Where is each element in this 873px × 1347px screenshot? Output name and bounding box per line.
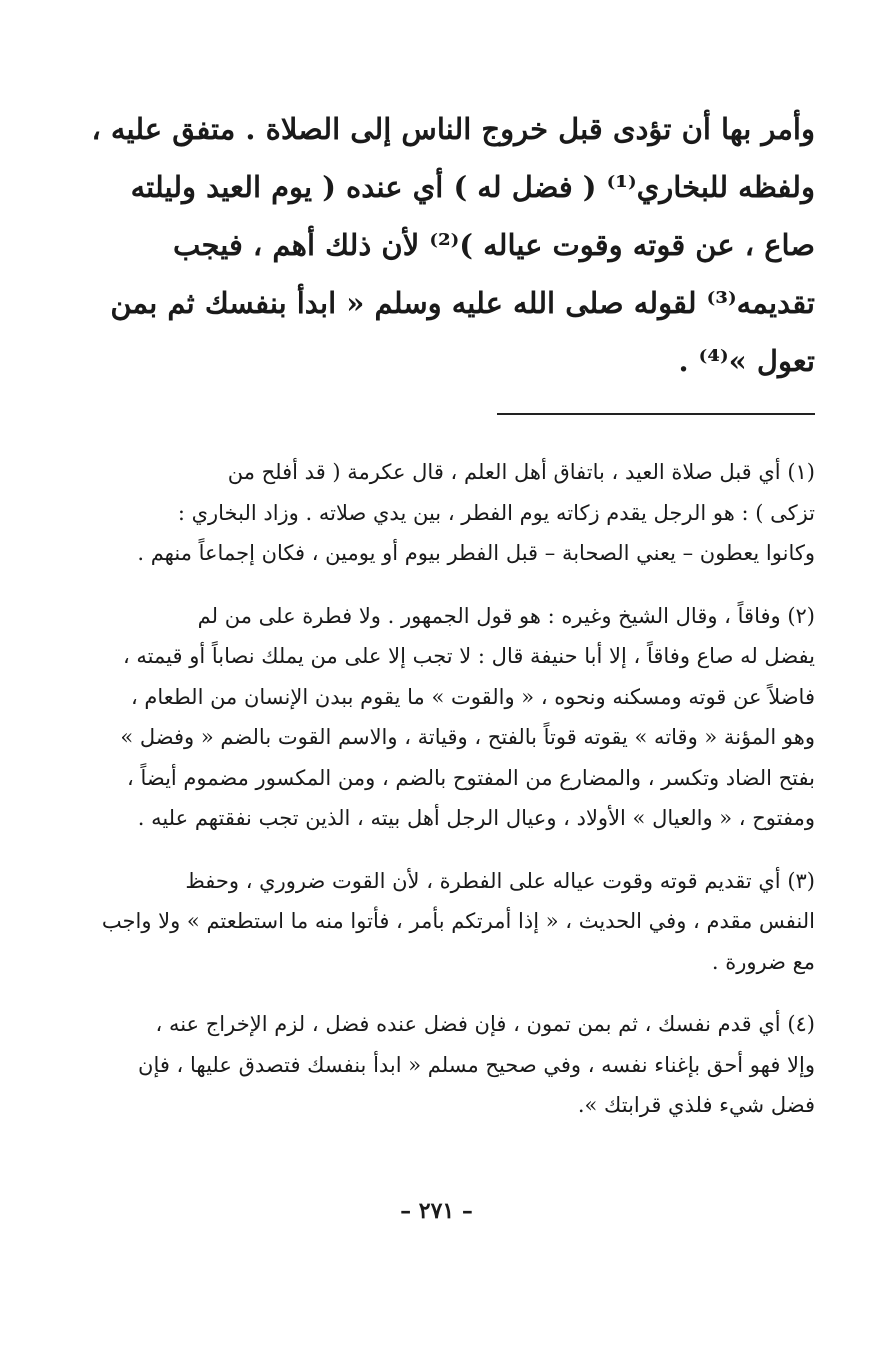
footnote-line: فاضلاً عن قوته ومسكنه ونحوه ، « والقوت » ما يقوم ببدن الإنسان من الطعام ،: [130, 684, 815, 709]
main-text-line: وأمر بها أن تؤدى قبل خروج الناس إلى الصلاة . متفق عليه ،: [91, 112, 815, 146]
footnote-line: مع ضرورة .: [711, 949, 815, 974]
footnote-line: وكانوا يعطون – يعني الصحابة – قبل الفطر بيوم أو يومين ، فكان إجماعاً منهم .: [137, 541, 815, 565]
footnote-line: وهو المؤنة « وقاته » يقوته قوتاً بالفتح ، وقياتة ، والاسم القوت بالضم « وفضل »: [120, 725, 815, 749]
footnote-line: فضل شيء فلذي قرابتك ».: [577, 1093, 815, 1117]
footnote-3: [93, 861, 815, 983]
footnote-2: [93, 596, 815, 839]
footnote-line: (١) أي قبل صلاة العيد ، باتفاق أهل العلم ، قال عكرمة ( قد أفلح من: [227, 460, 815, 484]
page-number: – ٢٧١ –: [400, 1198, 473, 1224]
main-text-line: ولفظه للبخاري⁽¹⁾ ( فضل له ) أي عنده ( يوم العيد وليلته: [130, 170, 815, 204]
footnote-line: وإلا فهو أحق بإغناء نفسه ، وفي صحيح مسلم « ابدأ بنفسك فتصدق عليها ، فإن: [138, 1052, 815, 1077]
footnote-line: (٤) أي قدم نفسك ، ثم بمن تمون ، فإن فضل عنده فضل ، لزم الإخراج عنه ،: [155, 1012, 815, 1036]
footnote-line: تزكى ) : هو الرجل يقدم زكاته يوم الفطر ، بين يدي صلاته . وزاد البخاري :: [177, 500, 815, 525]
footnote-line: يفضل له صاع وفاقاً ، إلا أبا حنيفة قال : لا تجب إلا على من يملك نصاباً أو قيمته ،: [122, 644, 815, 668]
footnote-line: النفس مقدم ، وفي الحديث ، « إذا أمرتكم بأمر ، فأتوا منه ما استطعتم » ولا واجب: [101, 909, 815, 933]
footnotes-section: [93, 452, 815, 1148]
main-text-block: [91, 100, 815, 390]
footnote-line: (٢) وفاقاً ، وقال الشيخ وغيره : هو قول الجمهور . ولا فطرة على من لم: [197, 603, 815, 628]
footnote-4: [93, 1004, 815, 1126]
footnote-divider: [497, 413, 815, 415]
footnote-line: (٣) أي تقديم قوته وقوت عياله على الفطرة ، لأن القوت ضروري ، وحفظ: [185, 868, 815, 893]
footnote-line: ومفتوح ، « والعيال » الأولاد ، وعيال الرجل أهل بيته ، الذين تجب نفقتهم عليه .: [137, 806, 815, 830]
main-text-line: تعول »⁽⁴⁾ .: [678, 344, 815, 378]
footnote-1: [93, 452, 815, 574]
main-text-line: صاع ، عن قوته وقوت عياله )⁽²⁾ لأن ذلك أهم ، فيجب: [173, 228, 815, 262]
main-text-line: تقديمه⁽³⁾ لقوله صلى الله عليه وسلم « ابدأ بنفسك ثم بمن: [110, 286, 815, 320]
footnote-line: بفتح الضاد وتكسر ، والمضارع من المفتوح بالضم ، ومن المكسور مضموم أيضاً ،: [127, 765, 815, 790]
